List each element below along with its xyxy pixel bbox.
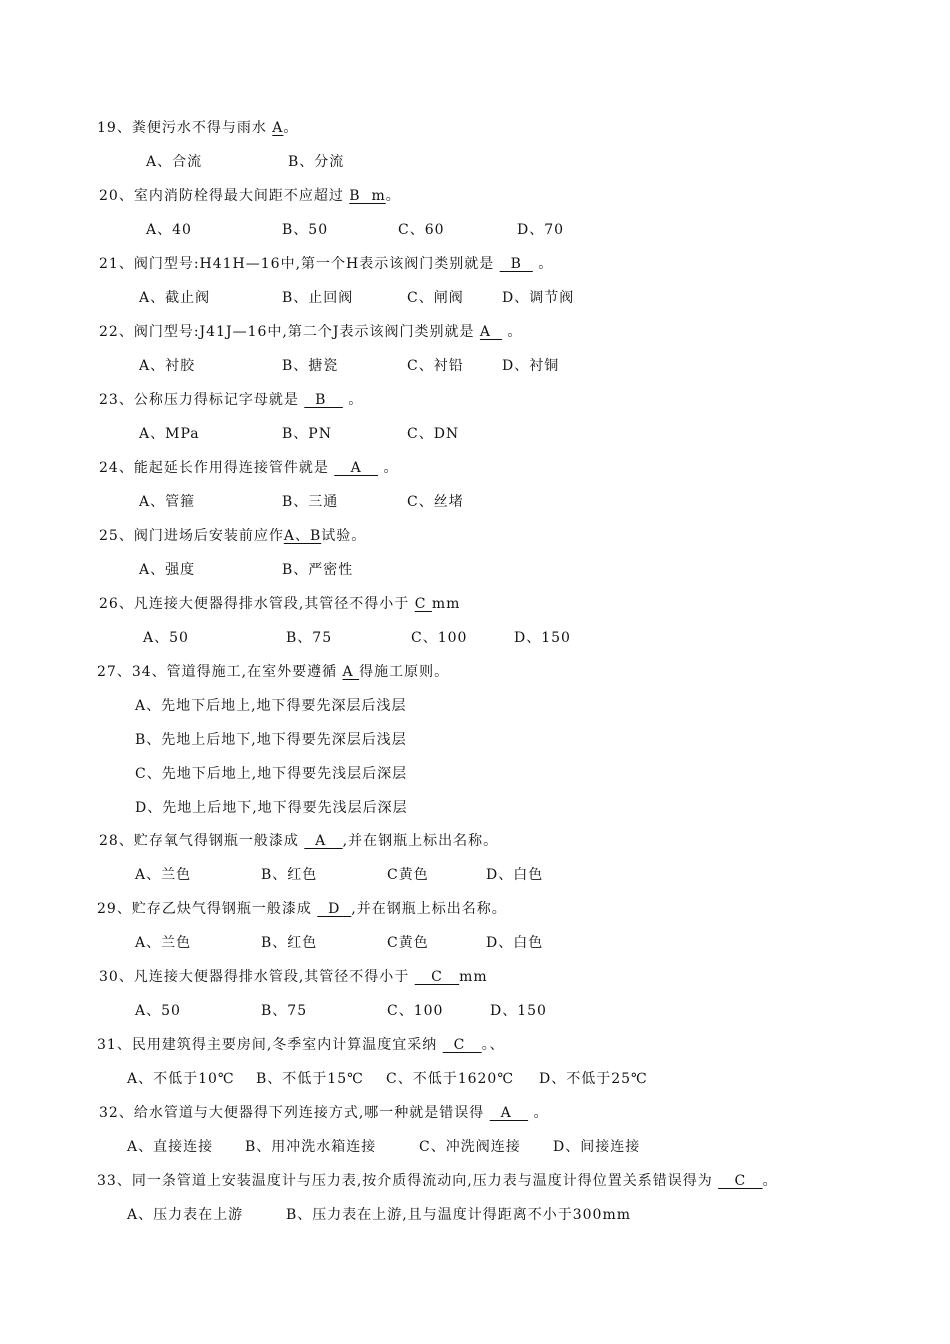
answer-option: A、压力表在上游 <box>127 1207 244 1223</box>
question-text <box>99 390 363 410</box>
question-tail: 。 <box>342 392 364 408</box>
answer-option: B、红色 <box>261 935 318 951</box>
question-tail: ,并在钢瓶上标出名称。 <box>342 833 499 849</box>
question-text <box>99 526 366 546</box>
question-text <box>99 831 498 851</box>
question-stem: 23、公称压力得标记字母就是 <box>99 392 305 408</box>
question-stem: 32、给水管道与大便器得下列连接方式,哪一种就是错误得 <box>99 1105 490 1121</box>
question-stem: 19、粪便污水不得与雨水 <box>97 120 273 136</box>
question-text <box>99 458 399 478</box>
question-tail: mm <box>459 969 488 985</box>
answer-option: C、DN <box>407 426 460 442</box>
question-text <box>99 594 460 614</box>
answer-option: A、先地下后地上,地下得要先深层后浅层 <box>135 698 407 714</box>
answer-option: C、先地下后地上,地下得要先浅层后深层 <box>135 766 408 782</box>
question-stem: 27、34、管道得施工,在室外要遵循 <box>97 664 343 680</box>
answer-option: B、50 <box>282 222 329 238</box>
answer-option: D、先地上后地下,地下得要先浅层后深层 <box>135 800 408 816</box>
question-tail: 。 <box>283 120 299 136</box>
answer-option: B、红色 <box>261 867 318 883</box>
answer-option: A、40 <box>146 222 192 238</box>
answer-option: B、PN <box>282 426 332 442</box>
answer-option: A、兰色 <box>135 935 192 951</box>
question-stem: 20、室内消防栓得最大间距不应超过 <box>99 188 350 204</box>
answer-blank: B <box>304 392 343 408</box>
answer-option: A、管箍 <box>139 494 196 510</box>
answer-option: C黄色 <box>387 935 429 951</box>
answer-option: A、衬胶 <box>139 358 196 374</box>
answer-blank: B m <box>349 188 386 204</box>
answer-option: A、50 <box>135 1003 181 1019</box>
answer-blank: A <box>342 664 360 680</box>
answer-blank: A <box>479 324 502 340</box>
question-stem: 25、阀门进场后安装前应作 <box>99 528 284 544</box>
answer-option: D、衬铜 <box>502 358 560 374</box>
answer-option: A、截止阀 <box>139 290 211 306</box>
question-text <box>97 899 507 919</box>
answer-option: A、不低于10℃ <box>127 1071 235 1087</box>
question-stem: 29、贮存乙炔气得钢瓶一般漆成 <box>97 901 318 917</box>
answer-option: B、搪瓷 <box>282 358 339 374</box>
answer-blank: A <box>489 1105 529 1121</box>
question-tail: mm <box>431 596 461 612</box>
answer-option: C黄色 <box>387 867 429 883</box>
answer-blank: C <box>442 1037 482 1053</box>
question-text <box>97 1035 505 1055</box>
answer-option: C、100 <box>387 1003 444 1019</box>
answer-option: D、150 <box>490 1003 547 1019</box>
answer-option: C、不低于1620℃ <box>386 1071 515 1087</box>
question-text <box>99 186 401 206</box>
answer-option: D、70 <box>517 222 565 238</box>
answer-option: D、白色 <box>486 935 544 951</box>
answer-option: B、三通 <box>282 494 339 510</box>
question-stem: 22、阀门型号:J41J—16中,第二个J表示该阀门类别就是 <box>99 324 480 340</box>
question-tail: 。、 <box>481 1037 505 1053</box>
answer-option: B、止回阀 <box>282 290 354 306</box>
answer-option: D、150 <box>514 630 571 646</box>
question-stem: 33、同一条管道上安装温度计与压力表,按介质得流动向,压力表与温度计得位置关系错误得为 <box>97 1173 719 1189</box>
answer-option: C、闸阀 <box>407 290 464 306</box>
answer-option: B、75 <box>286 630 333 646</box>
answer-blank: C <box>414 596 432 612</box>
question-stem: 24、能起延长作用得连接管件就是 <box>99 460 335 476</box>
question-stem: 21、阀门型号:H41H—16中,第一个H表示该阀门类别就是 <box>99 256 500 272</box>
answer-option: B、用冲洗水箱连接 <box>245 1139 377 1155</box>
answer-option: B、75 <box>261 1003 308 1019</box>
question-tail: 。 <box>378 460 399 476</box>
answer-option: A、MPa <box>139 426 200 442</box>
question-text <box>97 118 298 138</box>
answer-option: B、不低于15℃ <box>256 1071 364 1087</box>
question-stem: 30、凡连接大便器得排水管段,其管径不得小于 <box>99 969 415 985</box>
question-text <box>99 322 522 342</box>
answer-option: B、先地上后地下,地下得要先深层后浅层 <box>135 732 407 748</box>
question-tail: 。 <box>532 256 554 272</box>
answer-blank: A <box>334 460 379 476</box>
answer-option: A、强度 <box>139 562 196 578</box>
answer-option: A、合流 <box>146 154 203 170</box>
answer-option: B、压力表在上游,且与温度计得距离不小于300mm <box>286 1207 632 1223</box>
answer-blank: C <box>414 969 460 985</box>
question-tail: 试验。 <box>321 528 367 544</box>
answer-blank: A <box>304 833 343 849</box>
answer-option: C、60 <box>398 222 445 238</box>
answer-option: B、分流 <box>288 154 345 170</box>
answer-option: C、100 <box>411 630 468 646</box>
answer-option: D、间接连接 <box>553 1139 641 1155</box>
question-tail: 得施工原则。 <box>359 664 450 680</box>
question-text <box>97 1171 778 1191</box>
answer-option: A、直接连接 <box>127 1139 214 1155</box>
answer-option: D、白色 <box>486 867 544 883</box>
question-tail: 。 <box>528 1105 549 1121</box>
question-text <box>99 1103 549 1123</box>
answer-option: D、不低于25℃ <box>539 1071 648 1087</box>
question-stem: 31、民用建筑得主要房间,冬季室内计算温度宜采纳 <box>97 1037 443 1053</box>
answer-option: C、衬铅 <box>407 358 464 374</box>
answer-option: D、调节阀 <box>502 290 575 306</box>
answer-option: C、丝堵 <box>407 494 464 510</box>
answer-blank: A、B <box>283 528 322 544</box>
question-text <box>99 967 488 987</box>
question-text <box>97 662 449 682</box>
answer-option: A、50 <box>143 630 189 646</box>
question-tail: 。 <box>385 188 401 204</box>
question-tail: 。 <box>762 1173 778 1189</box>
question-stem: 26、凡连接大便器得排水管段,其管径不得小于 <box>99 596 415 612</box>
answer-blank: C <box>718 1173 763 1189</box>
answer-blank: B <box>499 256 533 272</box>
answer-option: B、严密性 <box>282 562 354 578</box>
question-text <box>99 254 553 274</box>
answer-blank: D <box>317 901 352 917</box>
question-tail: ,并在钢瓶上标出名称。 <box>351 901 507 917</box>
answer-option: A、兰色 <box>135 867 192 883</box>
question-tail: 。 <box>501 324 523 340</box>
answer-blank: A <box>272 120 284 136</box>
answer-option: C、冲洗阀连接 <box>419 1139 521 1155</box>
question-stem: 28、贮存氧气得钢瓶一般漆成 <box>99 833 305 849</box>
